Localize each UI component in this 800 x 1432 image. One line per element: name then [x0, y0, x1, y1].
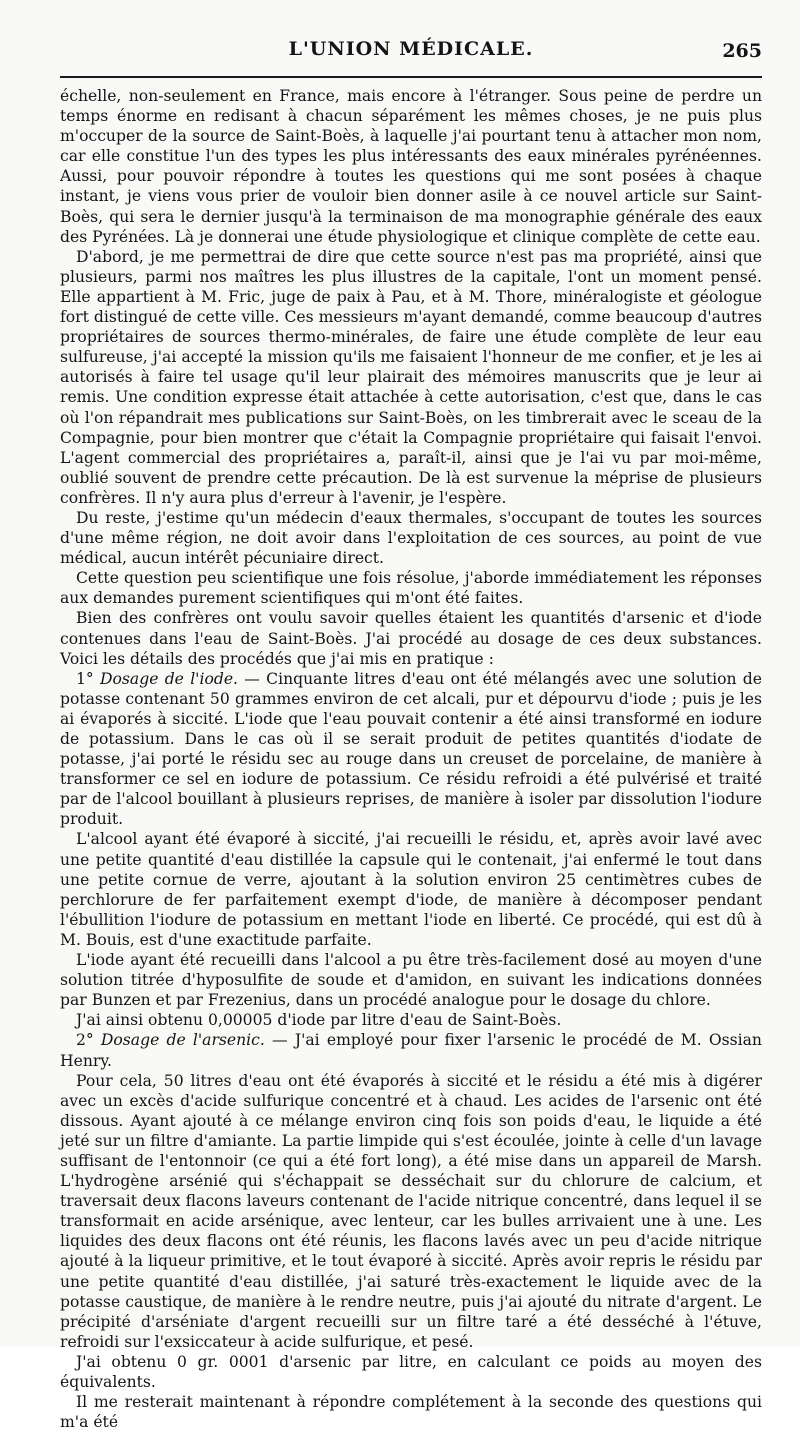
paragraph — [60, 568, 762, 608]
paragraph-text: — Cinquante litres d'eau ont été mélangés avec une solution de potasse contenant 50 grammes environ de cet alcali, pur et dépourvu d'iode ; puis je les ai évaporés à siccité. L'iode que l'eau pouvait contenir a été ainsi transformé en iodure de potassium. Dans le cas où il se serait produit de petites quantités d'iodate de potasse, j'ai porté le résidu sec au rouge dans un creuset de porcelaine, de manière à transformer ce sel en iodure de potassium. Ce résidu refroidi a été pulvérisé et traité par de l'alcool bouillant à plusieurs reprises, de manière à isoler par dissolution l'iodure produit. — [60, 669, 762, 829]
page-number: 265 — [722, 40, 762, 62]
paragraph-text: L'alcool ayant été évaporé à siccité, j'ai recueilli le résidu, et, après avoir lavé avec une petite quantité d'eau distillée la capsule qui le contenait, j'ai enfermé le tout dans une petite cornue de verre, ajoutant à la solution environ 25 centimètres cubes de perchlorure de fer parfaitement exempt d'iode, de manière à décomposer pendant l'ébullition l'iodure de potassium en mettant l'iode en liberté. Ce procédé, qui est dû à M. Bouis, est d'une exactitude parfaite. — [60, 830, 762, 949]
section-heading-arsenic: Dosage de l'arsenic. — [100, 1031, 265, 1050]
paragraph — [60, 669, 762, 830]
paragraph — [60, 247, 762, 508]
paragraph — [60, 950, 762, 1010]
paragraph — [60, 1010, 762, 1030]
header-rule — [60, 76, 762, 78]
paragraph-text: échelle, non-seulement en France, mais encore à l'étranger. Sous peine de perdre un temps énorme en redisant à chacun séparément les mêmes choses, je ne puis plus m'occuper de la source de Saint-Boès, à laquelle j'ai pourtant tenu à attacher mon nom, car elle constitue l'un des types les plus intéressants des eaux minérales pyrénéennes. Aussi, pour pouvoir répondre à toutes les questions qui me sont posées à chaque instant, je viens vous prier de vouloir bien donner asile à ce nouvel article sur Saint-Boès, qui sera le dernier jusqu'à la terminaison de ma monographie générale des eaux des Pyrénées. Là je donnerai une étude physiologique et clinique complète de cette eau. — [60, 87, 762, 246]
paragraph-text: Cette question peu scientifique une fois résolue, j'aborde immédiatement les réponses aux demandes purement scientifiques qui m'ont été faites. — [60, 569, 762, 608]
paragraph — [60, 86, 762, 247]
paragraph-text: J'ai ainsi obtenu 0,00005 d'iode par litre d'eau de Saint-Boès. — [76, 1011, 562, 1030]
paragraph-text: L'iode ayant été recueilli dans l'alcool a pu être très-facilement dosé au moyen d'une solution titrée d'hyposulfite de soude et d'amidon, en suivant les indications données par Bunzen et par Frezenius, dans un procédé analogue pour le dosage du chlore. — [60, 951, 762, 1010]
running-title: L'UNION MÉDICALE. — [288, 38, 534, 60]
paragraph-text: Pour cela, 50 litres d'eau ont été évaporés à siccité et le résidu a été mis à digérer avec un excès d'acide sulfurique concentré et à chaud. Les acides de l'arsenic ont été dissous. Ayant ajouté à ce mélange environ cinq fois son poids d'eau, le liquide a été jeté sur un filtre d'amiante. La partie limpide qui s'est écoulée, jointe à celle d'un lavage suffisant de l'entonnoir (ce qui a été fort long), a été mise dans un appareil de Marsh. L'hydrogène arsénié qui s'échappait se desséchait sur du chlorure de calcium, et traversait deux flacons laveurs contenant de l'acide nitrique concentré, dans lequel il se transformait en acide arsénique, avec lenteur, car les bulles arrivaient une à une. Les liquides des deux flacons ont été réunis, les flacons lavés avec un peu d'acide nitrique ajouté à la liqueur primitive, et le tout évaporé à siccité. Après avoir repris le résidu par une petite quantité d'eau distillée, j'ai saturé très-exactement le liquide avec de la potasse caustique, de manière à le rendre neutre, puis j'ai ajouté du nitrate d'argent. Le précipité d'arséniate d'argent recueilli sur un filtre taré a été desséché à l'étuve, refroidi sur l'exsiccateur à acide sulfurique, et pesé. — [60, 1071, 762, 1351]
paragraph — [60, 1352, 762, 1392]
paragraph-text: Bien des confrères ont voulu savoir quelles étaient les quantités d'arsenic et d'iode contenues dans l'eau de Saint-Boès. J'ai procédé au dosage de ces deux substances. Voici les détails des procédés que j'ai mis en pratique : — [60, 609, 762, 668]
paragraph-text: — J'ai employé pour fixer l'arsenic le procédé de M. Ossian Henry. — [60, 1031, 762, 1070]
paragraph-text: D'abord, je me permettrai de dire que cette source n'est pas ma propriété, ainsi que plusieurs, parmi nos maîtres les plus illustres de la capitale, l'ont un moment pensé. Elle appartient à M. Fric, juge de paix à Pau, et à M. Thore, minéralogiste et géologue fort distingué de cette ville. Ces messieurs m'ayant demandé, comme beaucoup d'autres propriétaires de sources thermo-minérales, de faire une étude complète de leur eau sulfureuse, j'ai accepté la mission qu'ils me faisaient l'honneur de me confier, et je les ai autorisés à faire tel usage qu'il leur plairait des mémoires manuscrits que je leur ai remis. Une condition expresse était attachée à cette autorisation, c'est que, dans le cas où l'on répandrait mes publications sur Saint-Boès, on les timbrerait avec le sceau de la Compagnie, pour bien montrer que c'était la Compagnie propriétaire qui faisait l'envoi. L'agent commercial des propriétaires a, paraît-il, ainsi que je l'ai vu par moi-même, oublié souvent de prendre cette précaution. De là est survenue la méprise de plusieurs confrères. Il n'y aura plus d'erreur à l'avenir, je l'espère. — [60, 247, 762, 507]
paragraph — [60, 1030, 762, 1070]
body-text — [60, 86, 762, 1432]
paragraph — [60, 1071, 762, 1352]
page-header — [60, 32, 762, 76]
paragraph-text: Du reste, j'estime qu'un médecin d'eaux thermales, s'occupant de toutes les sources d'une même région, ne doit avoir dans l'exploitation de ces sources, au point de vue médical, aucun intérêt pécuniaire direct. — [60, 508, 762, 568]
paragraph — [60, 608, 762, 668]
paragraph — [60, 508, 762, 568]
paragraph — [60, 1392, 762, 1432]
paragraph-text: J'ai obtenu 0 gr. 0001 d'arsenic par litre, en calculant ce poids au moyen des équivalents. — [60, 1352, 762, 1391]
paragraph-text: Il me resterait maintenant à répondre complétement à la seconde des questions qui m'a été — [60, 1393, 762, 1432]
section-number: 1° — [76, 669, 101, 688]
section-number: 2° — [76, 1031, 101, 1050]
paragraph — [60, 829, 762, 950]
section-heading-iode: Dosage de l'iode. — [100, 669, 239, 688]
